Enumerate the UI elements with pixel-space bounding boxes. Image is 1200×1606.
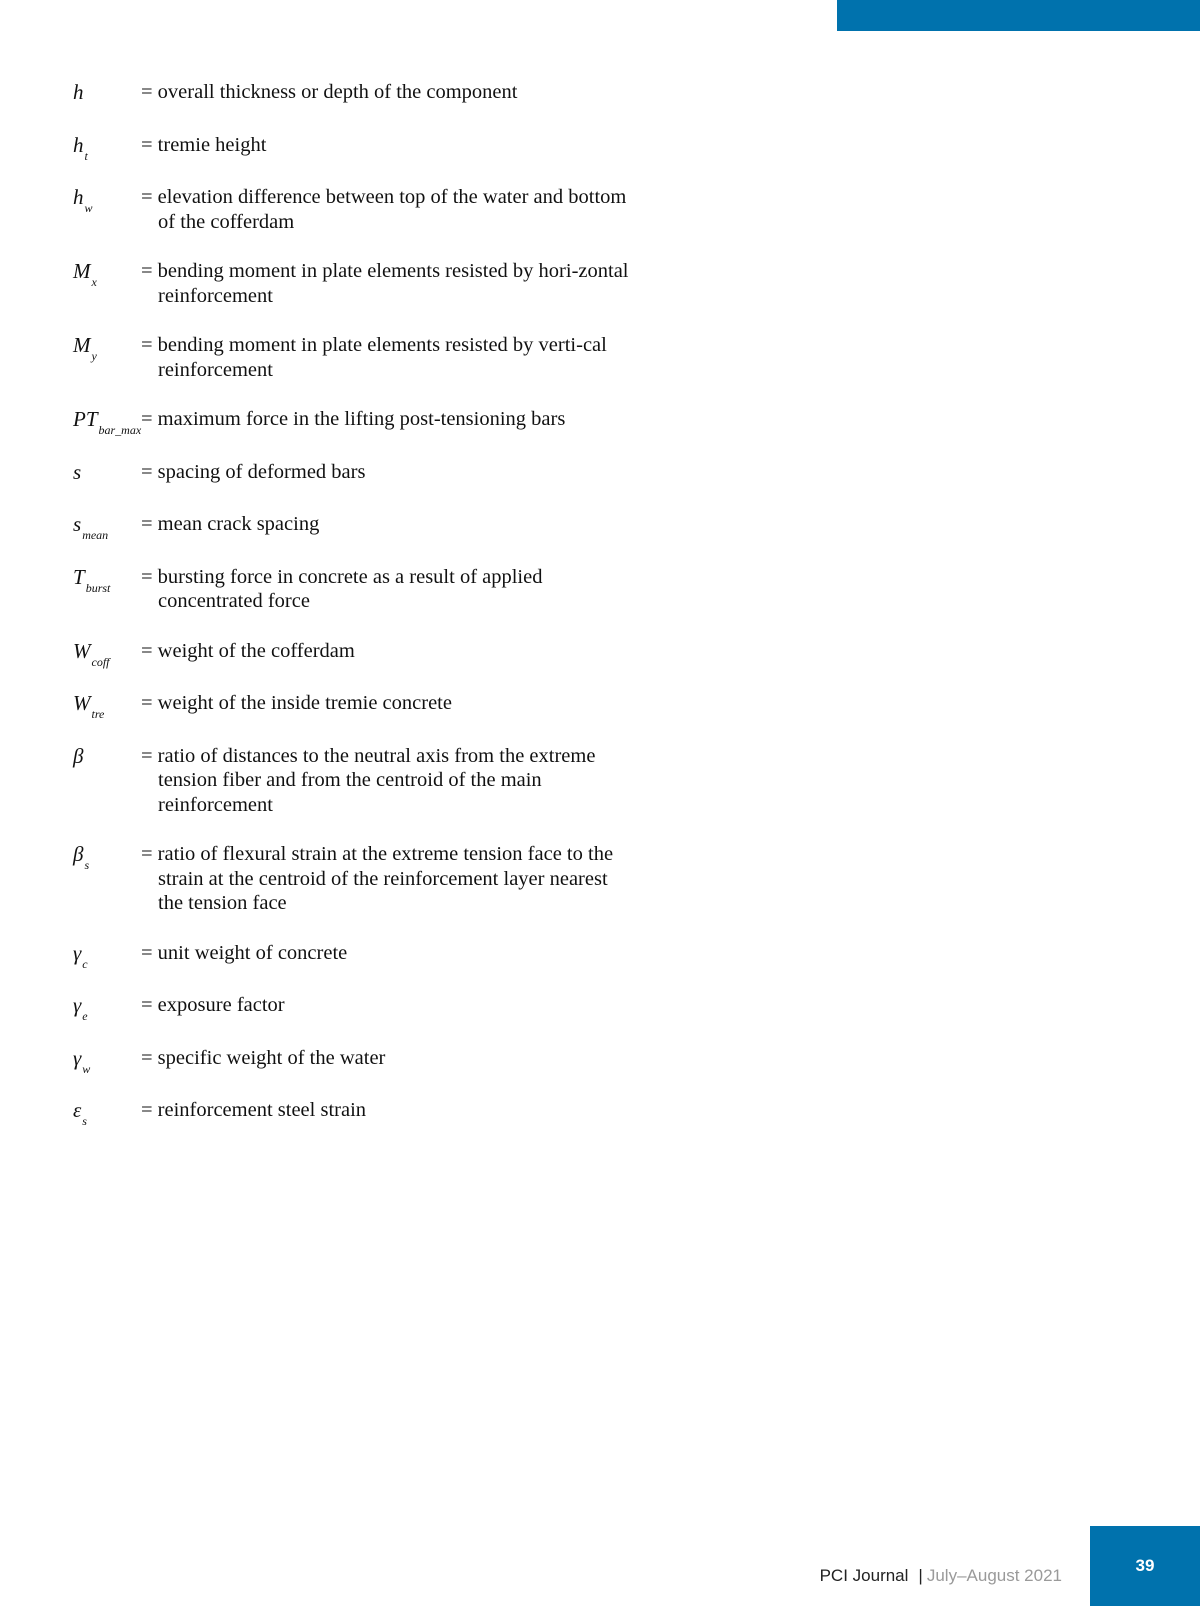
notation-entry — [73, 941, 633, 969]
notation-list — [73, 80, 633, 1151]
notation-entry — [73, 993, 633, 1021]
symbol-base: s — [73, 459, 82, 484]
symbol-subscript: mean — [82, 528, 109, 542]
symbol-subscript: coff — [91, 654, 110, 669]
notation-symbol — [73, 333, 141, 361]
symbol-base: h — [73, 185, 84, 209]
notation-definition: = specific weight of the water — [141, 1046, 386, 1069]
notation-entry — [73, 744, 633, 818]
notation-entry — [73, 407, 633, 435]
notation-entry — [73, 259, 633, 308]
notation-symbol — [73, 460, 141, 488]
symbol-subscript: e — [82, 1009, 88, 1023]
notation-symbol — [73, 1098, 141, 1126]
notation-definition: = overall thickness or depth of the component — [141, 81, 518, 103]
footer-citation — [820, 1566, 1062, 1586]
notation-entry — [73, 460, 633, 488]
symbol-base: γ — [73, 1045, 82, 1070]
notation-entry — [73, 1046, 633, 1074]
page-number: 39 — [1135, 1556, 1155, 1575]
notation-definition: = weight of the inside tremie concrete — [141, 692, 452, 714]
notation-symbol — [73, 80, 141, 108]
notation-definition: = spacing of deformed bars — [141, 460, 366, 483]
symbol-base: M — [73, 333, 91, 357]
notation-definition: = weight of the cofferdam — [141, 639, 355, 662]
notation-definition: = tremie height — [141, 133, 267, 156]
journal-name: PCI Journal — [819, 1566, 909, 1585]
notation-symbol — [73, 744, 141, 772]
symbol-base: ε — [73, 1098, 82, 1122]
symbol-subscript: tre — [91, 707, 105, 721]
symbol-base: h — [73, 132, 84, 157]
symbol-subscript: w — [84, 201, 93, 215]
notation-symbol — [73, 512, 141, 540]
symbol-base: β — [73, 743, 84, 768]
notation-entry — [73, 333, 633, 382]
notation-entry — [73, 80, 633, 108]
notation-symbol — [73, 133, 141, 161]
symbol-base: s — [73, 512, 82, 536]
notation-symbol — [73, 941, 141, 969]
notation-symbol — [73, 407, 141, 435]
symbol-base: PT — [73, 407, 98, 431]
notation-entry — [73, 565, 633, 614]
notation-definition: = ratio of distances to the neutral axis from the extreme tension fiber and from the centroid of the main reinforcement — [141, 744, 596, 816]
notation-definition: = elevation difference between top of the water and bottom of the cofferdam — [141, 186, 627, 233]
symbol-subscript: burst — [85, 580, 111, 595]
symbol-subscript: y — [91, 349, 97, 363]
notation-entry — [73, 133, 633, 161]
symbol-base: M — [73, 259, 91, 283]
notation-symbol — [73, 993, 141, 1021]
symbol-base: γ — [73, 940, 82, 965]
notation-definition: = maximum force in the lifting post-tensioning bars — [141, 408, 566, 430]
notation-entry — [73, 1098, 633, 1126]
symbol-base: T — [73, 564, 85, 589]
notation-symbol — [73, 565, 141, 593]
symbol-subscript: w — [82, 1061, 91, 1076]
notation-entry — [73, 842, 633, 916]
symbol-subscript: t — [84, 148, 88, 163]
notation-symbol — [73, 842, 141, 870]
notation-entry — [73, 185, 633, 234]
symbol-subscript: c — [82, 956, 88, 971]
symbol-base: W — [73, 638, 91, 663]
notation-symbol — [73, 691, 141, 719]
symbol-subscript: s — [84, 858, 90, 872]
notation-definition: = reinforcement steel strain — [141, 1099, 367, 1121]
symbol-subscript: s — [82, 1114, 87, 1128]
symbol-base: β — [73, 842, 84, 866]
symbol-subscript: bar_max — [98, 423, 142, 437]
page-number-box — [1090, 1526, 1200, 1606]
notation-symbol — [73, 185, 141, 213]
notation-entry — [73, 639, 633, 667]
notation-definition: = unit weight of concrete — [141, 941, 348, 964]
notation-entry — [73, 691, 633, 719]
footer-separator: | — [918, 1566, 923, 1585]
notation-symbol — [73, 639, 141, 667]
notation-definition: = bending moment in plate elements resisted by hori-zontal reinforcement — [141, 260, 629, 307]
symbol-base: h — [73, 80, 84, 104]
notation-definition: = exposure factor — [141, 994, 285, 1016]
notation-definition: = bending moment in plate elements resisted by verti-cal reinforcement — [141, 334, 607, 381]
notation-definition: = mean crack spacing — [141, 513, 320, 535]
notation-entry — [73, 512, 633, 540]
symbol-base: γ — [73, 993, 82, 1017]
top-accent-bar — [837, 0, 1200, 31]
issue-date: July–August 2021 — [926, 1566, 1062, 1585]
notation-symbol — [73, 259, 141, 287]
notation-symbol — [73, 1046, 141, 1074]
notation-definition: = bursting force in concrete as a result of applied concentrated force — [141, 565, 543, 612]
symbol-base: W — [73, 691, 91, 715]
symbol-subscript: x — [91, 275, 97, 289]
page-footer — [0, 1526, 1200, 1606]
notation-definition: = ratio of flexural strain at the extreme tension face to the strain at the centroid of the reinforcement layer nearest the tension face — [141, 843, 614, 914]
